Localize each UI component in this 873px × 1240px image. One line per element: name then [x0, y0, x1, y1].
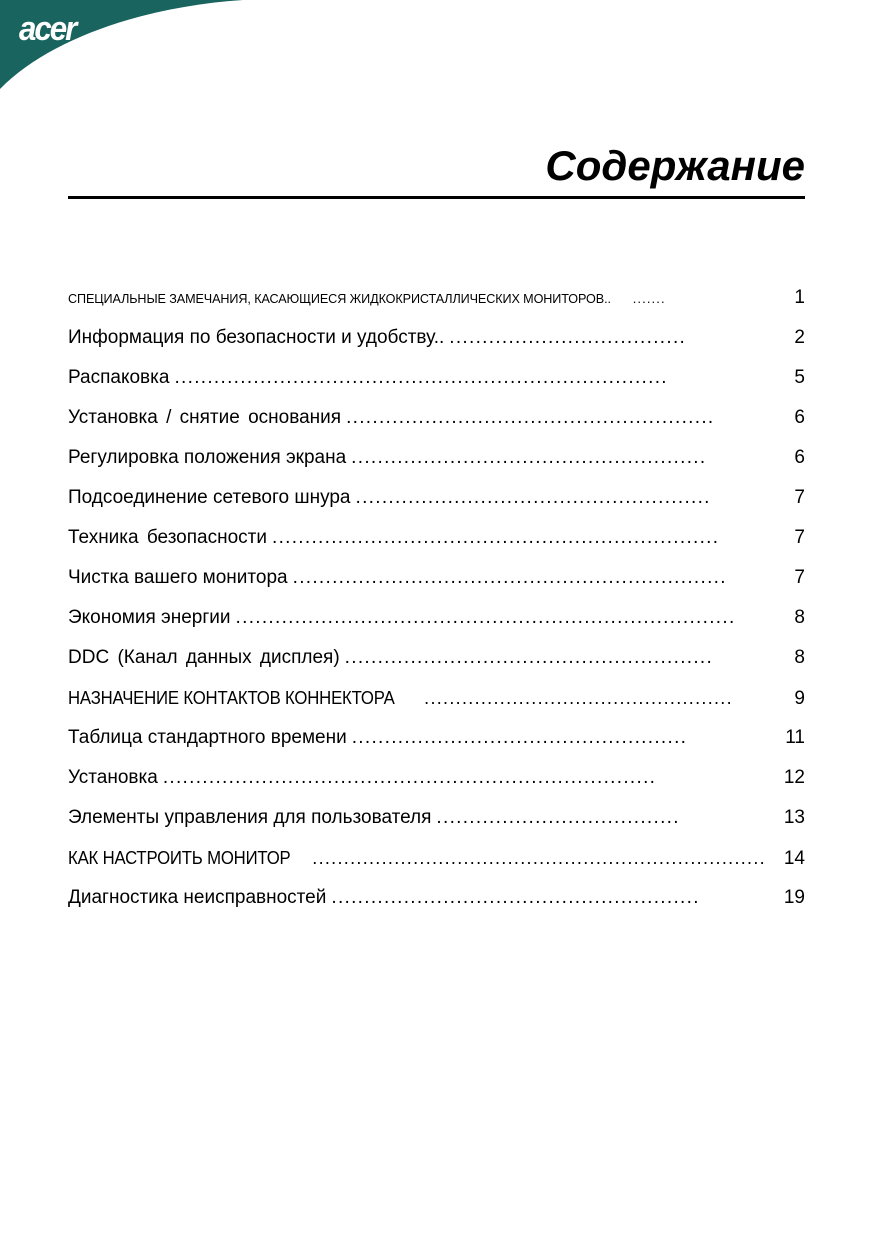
toc-leader-dots: ........................................................................... — [162, 767, 657, 788]
toc-entry-page-number: 1 — [794, 287, 805, 308]
toc-entry-label: Информация по безопасности и удобству.. — [68, 327, 445, 348]
toc-entry[interactable] — [68, 318, 805, 358]
toc-entry-page-number: 14 — [783, 848, 805, 869]
toc-leader-dots: ...................................................... — [355, 487, 711, 508]
toc-entry-label: Регулировка положения экрана — [68, 447, 347, 468]
toc-entry[interactable] — [68, 678, 805, 718]
toc-entry-label: Чистка вашего монитора — [68, 567, 288, 588]
toc-entry-page-number: 19 — [783, 887, 805, 908]
acer-logo: acer — [19, 10, 76, 48]
toc-leader-dots: .................................... — [449, 327, 687, 348]
toc-entry-label: НАЗНАЧЕНИЕ КОНТАКТОВ КОННЕКТОРА — [68, 688, 395, 708]
page-title: Содержание — [545, 142, 805, 189]
toc-entry-page-number: 13 — [783, 807, 805, 828]
toc-leader-dots: .................................................................. — [292, 567, 727, 588]
toc-entry-label: Техника безопасности — [68, 527, 267, 548]
toc-entry-label: Диагностика неисправностей — [68, 887, 327, 908]
toc-leader-dots: ............................................................................ — [235, 607, 736, 628]
toc-entry[interactable] — [68, 878, 805, 918]
toc-leader-dots: ........................................................ — [346, 407, 715, 428]
toc-leader-dots: ...................................................... — [351, 447, 707, 468]
toc-entry-label: Элементы управления для пользователя — [68, 807, 432, 828]
toc-entry[interactable] — [68, 758, 805, 798]
toc-entry-page-number: 8 — [794, 647, 805, 668]
toc-leader-dots: ........................................................................... — [174, 367, 668, 388]
toc-entry-label: Подсоединение сетевого шнура — [68, 487, 351, 508]
toc-entry[interactable] — [68, 558, 805, 598]
title-divider — [68, 196, 805, 199]
toc-leader-dots: ..................................... — [436, 807, 680, 828]
toc-entry-label: Установка / снятие основания — [68, 407, 342, 428]
toc-entry[interactable] — [68, 798, 805, 838]
toc-entry[interactable] — [68, 438, 805, 478]
toc-entry[interactable] — [68, 598, 805, 638]
toc-entry[interactable] — [68, 398, 805, 438]
table-of-contents — [68, 278, 805, 918]
toc-entry-label: Экономия энергии — [68, 607, 231, 628]
toc-entry-page-number: 11 — [785, 727, 805, 748]
toc-entry-label: DDC (Канал данных дисплея) — [68, 647, 340, 668]
toc-entry-label: Распаковка — [68, 367, 170, 388]
title-block — [68, 140, 805, 199]
toc-entry[interactable] — [68, 638, 805, 678]
toc-leader-dots: ................................................. — [424, 688, 733, 708]
toc-leader-dots: .................................................................... — [271, 527, 720, 548]
toc-entry-page-number: 5 — [794, 367, 805, 388]
toc-entry-page-number: 7 — [794, 527, 805, 548]
toc-entry[interactable] — [68, 838, 805, 878]
header-banner — [0, 0, 873, 120]
toc-entry[interactable] — [68, 478, 805, 518]
toc-entry-page-number: 7 — [794, 487, 805, 508]
toc-entry-label: Установка — [68, 767, 158, 788]
toc-leader-dots: ................................................... — [351, 727, 688, 748]
toc-entry[interactable] — [68, 718, 805, 758]
toc-entry-label: Таблица стандартного времени — [68, 727, 347, 748]
toc-entry-page-number: 7 — [794, 567, 805, 588]
toc-entry-page-number: 6 — [794, 407, 805, 428]
toc-leader-dots: ........................................................ — [331, 887, 700, 908]
toc-entry-page-number: 2 — [794, 327, 805, 348]
toc-entry-page-number: 8 — [794, 607, 805, 628]
toc-entry-label: СПЕЦИАЛЬНЫЕ ЗАМЕЧАНИЯ, КАСАЮЩИЕСЯ ЖИДКОКРИСТАЛЛИЧЕСКИХ МОНИТОРОВ.. — [68, 291, 611, 306]
toc-entry[interactable] — [68, 518, 805, 558]
toc-leader-dots: ........................................................................ — [312, 848, 766, 868]
toc-entry-page-number: 12 — [783, 767, 805, 788]
banner-shape — [0, 0, 873, 120]
toc-leader-dots: ....... — [632, 291, 666, 306]
toc-entry[interactable] — [68, 278, 805, 318]
toc-entry-page-number: 6 — [794, 447, 805, 468]
toc-entry-page-number: 9 — [794, 688, 805, 709]
toc-entry[interactable] — [68, 358, 805, 398]
toc-entry-label: КАК НАСТРОИТЬ МОНИТОР — [68, 848, 291, 868]
toc-leader-dots: ........................................................ — [344, 647, 714, 668]
